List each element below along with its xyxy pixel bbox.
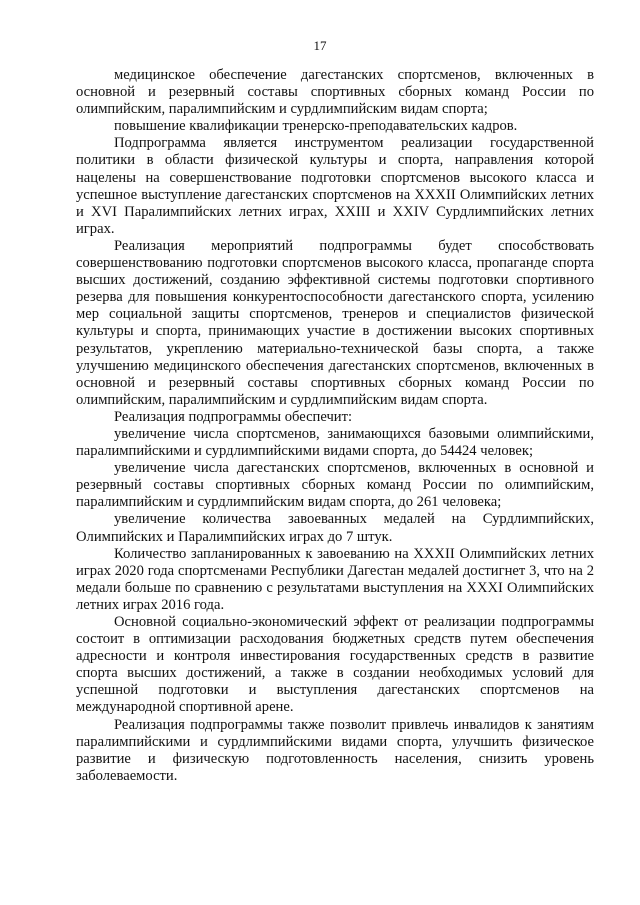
paragraph: увеличение числа спортсменов, занимающихся базовыми олимпийскими, паралимпийскими и сурдлимпийскими видами спорта, до 54424 человек;	[76, 425, 594, 460]
paragraph: увеличение числа дагестанских спортсменов, включенных в основной и резервный составы спортивных сборных команд России по олимпийским, паралимпийским и сурдлимпийским видам спорта, до 261 человека;	[76, 460, 594, 511]
paragraph: повышение квалификации тренерско-преподавательских кадров.	[114, 118, 518, 135]
paragraph: Основной социально-экономический эффект от реализации подпрограммы состоит в оптимизации расходования бюджетных средств путем обеспечения адресности и контроля инвестирования государственных средств в развитие спорта высших достижений, а также в создании необходимых условий для успешной подготовки и выступления дагестанских спортсменов на международной спортивной арене.	[76, 614, 594, 716]
paragraph: Подпрограмма является инструментом реализации государственной политики в области физической культуры и спорта, направления которой нацелены на совершенствование подготовки спортсменов высокого класса и успешное выступление дагестанских спортсменов на XXXII Олимпийских летних и XVI Паралимпийских летних играх, XXIII и XXIV Сурдлимпийских летних играх.	[76, 135, 594, 237]
paragraph: медицинское обеспечение дагестанских спортсменов, включенных в основной и резервный составы спортивных сборных команд России по олимпийским, паралимпийским и сурдлимпийским видам спорта;	[76, 67, 594, 118]
paragraph: увеличение количества завоеванных медалей на Сурдлимпийских, Олимпийских и Паралимпийских играх до 7 штук.	[76, 511, 594, 545]
document-body	[76, 67, 594, 785]
paragraph: Количество запланированных к завоеванию на XXXII Олимпийских летних играх 2020 года спортсменами Республики Дагестан медалей достигнет 3, что на 2 медали больше по сравнению с результатами выступления на XXXI Олимпийских летних играх 2016 года.	[76, 545, 594, 613]
paragraph: Реализация подпрограммы также позволит привлечь инвалидов к занятиям паралимпийскими и сурдлимпийскими видами спорта, улучшить физическое развитие и физическую подготовленность населения, снизить уровень заболеваемости.	[76, 716, 594, 784]
paragraph: Реализация подпрограммы обеспечит:	[114, 408, 353, 425]
page-number: 17	[313, 38, 327, 53]
paragraph: Реализация мероприятий подпрограммы будет способствовать совершенствованию подготовки спортсменов высокого класса, пропаганде спорта высших достижений, созданию эффективной системы подготовки спортивного резерва для повышения конкурентоспособности дагестанского спорта, усилению мер социальной защиты спортсменов, тренеров и специалистов физической культуры и спорта, принимающих участие в достижении высоких спортивных результатов, укреплению материально-технической базы спорта, а также улучшению медицинского обеспечения дагестанских спортсменов, включенных в основной и резервный составы спортивных сборных команд России по олимпийским, паралимпийским и сурдлимпийским видам спорта.	[76, 237, 594, 408]
